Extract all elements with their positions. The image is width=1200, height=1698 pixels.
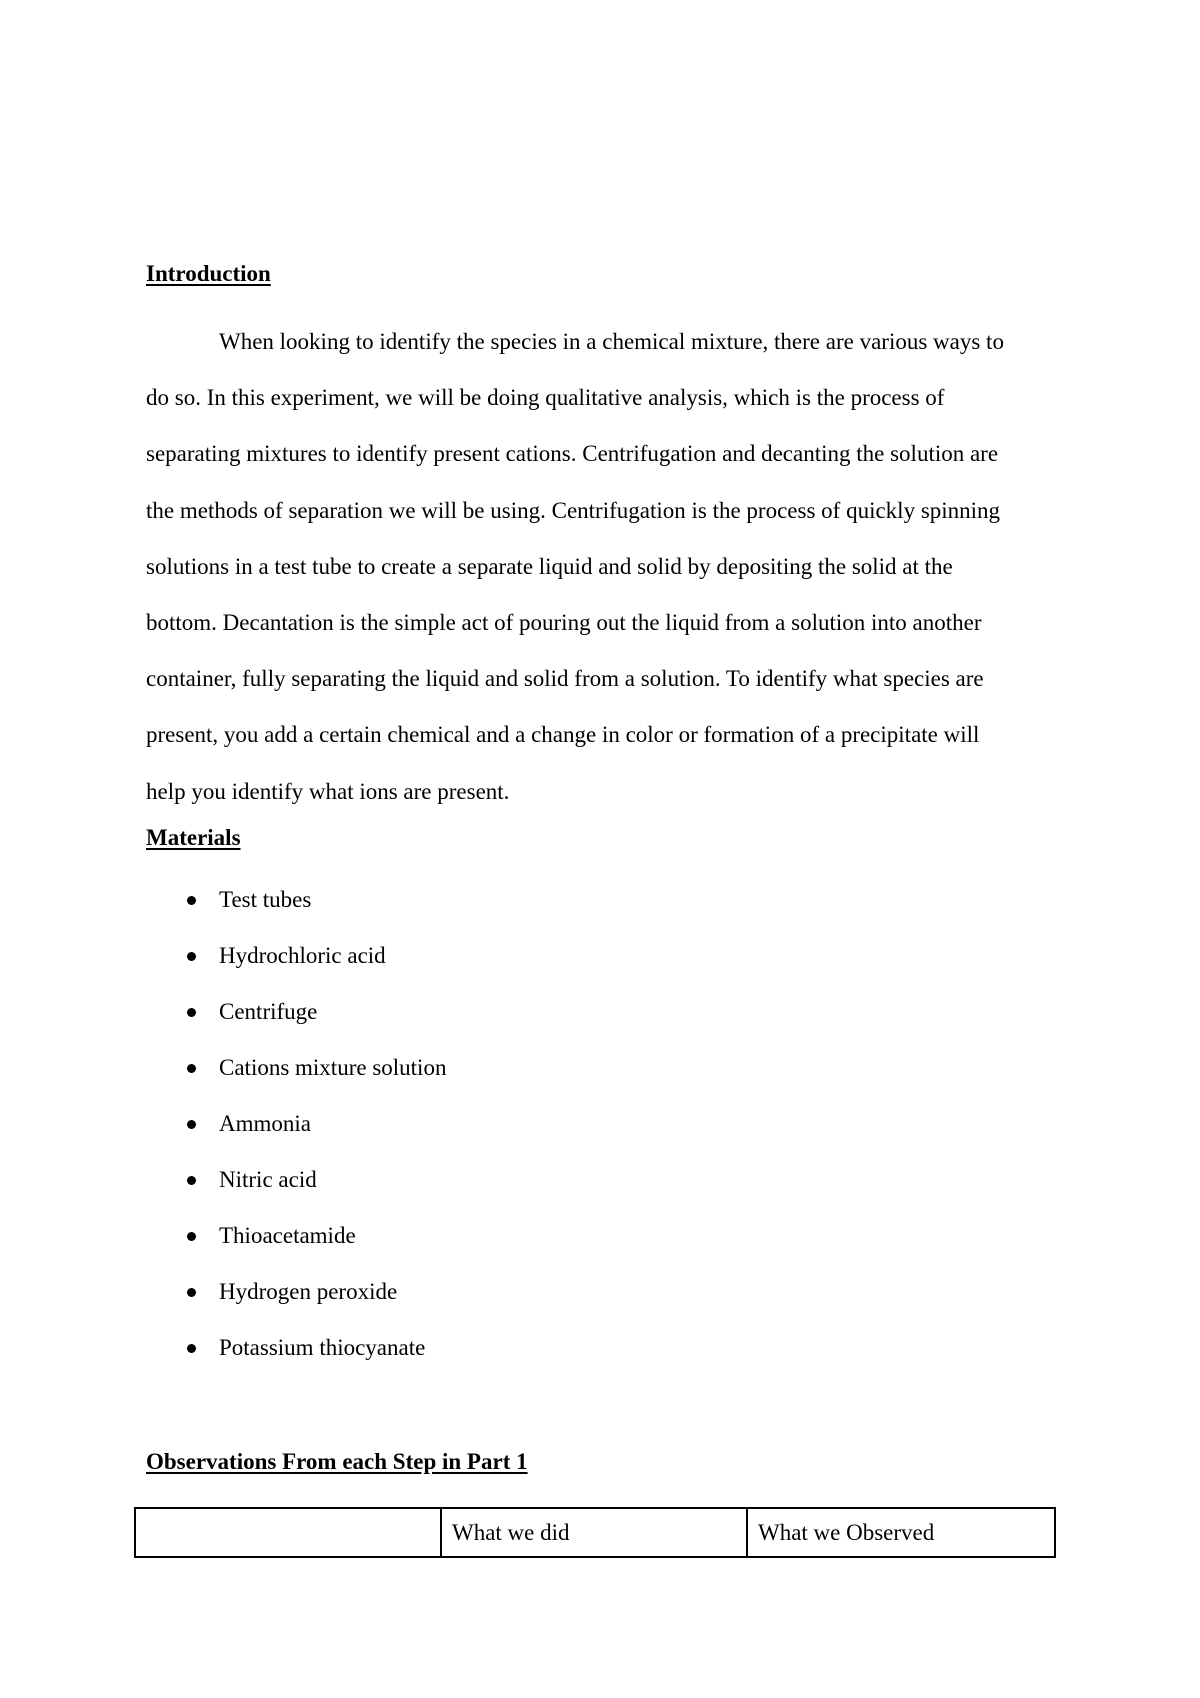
paragraph-line: solutions in a test tube to create a separate liquid and solid by depositing the solid at the xyxy=(146,553,953,579)
bullet-icon xyxy=(187,1232,196,1241)
bullet-icon xyxy=(187,896,196,905)
list-item-label: Ammonia xyxy=(219,1111,311,1136)
bullet-icon xyxy=(187,952,196,961)
list-item-label: Nitric acid xyxy=(219,1167,317,1192)
introduction-heading: Introduction xyxy=(146,261,271,286)
list-item-label: Hydrochloric acid xyxy=(219,943,386,968)
paragraph-line: do so. In this experiment, we will be doing qualitative analysis, which is the process of xyxy=(146,385,945,411)
paragraph-line: present, you add a certain chemical and a change in color or formation of a precipitate will xyxy=(146,722,980,748)
list-item-label: Potassium thiocyanate xyxy=(219,1335,426,1360)
paragraph-line: bottom. Decantation is the simple act of pouring out the liquid from a solution into another xyxy=(146,610,982,636)
bullet-icon xyxy=(187,1120,196,1129)
materials-heading: Materials xyxy=(146,825,241,850)
table-header-row xyxy=(135,1508,1055,1557)
paragraph-line: When looking to identify the species in a chemical mixture, there are various ways to xyxy=(219,329,1004,354)
bullet-icon xyxy=(187,1176,196,1185)
bullet-icon xyxy=(187,1344,196,1353)
introduction-paragraph xyxy=(146,314,1056,820)
list-item-label: Cations mixture solution xyxy=(219,1055,447,1080)
list-item-label: Centrifuge xyxy=(219,999,318,1024)
table-header-cell-what-we-observed: What we Observed xyxy=(747,1508,1055,1557)
observations-table xyxy=(134,1507,1056,1558)
bullet-icon xyxy=(187,1288,196,1297)
bullet-icon xyxy=(187,1008,196,1017)
paragraph-line: the methods of separation we will be using. Centrifugation is the process of quickly spinning xyxy=(146,497,1001,523)
observations-heading: Observations From each Step in Part 1 xyxy=(146,1449,528,1474)
bullet-icon xyxy=(187,1064,196,1073)
list-item-label: Hydrogen peroxide xyxy=(219,1279,398,1304)
list-item-label: Test tubes xyxy=(219,887,312,912)
paragraph-line: help you identify what ions are present. xyxy=(146,778,510,804)
paragraph-line: container, fully separating the liquid and solid from a solution. To identify what species are xyxy=(146,666,984,692)
list-item-label: Thioacetamide xyxy=(219,1223,356,1248)
paragraph-line: separating mixtures to identify present cations. Centrifugation and decanting the solution are xyxy=(146,441,999,467)
table-header-cell-empty xyxy=(135,1508,441,1557)
table-header-cell-what-we-did: What we did xyxy=(441,1508,747,1557)
